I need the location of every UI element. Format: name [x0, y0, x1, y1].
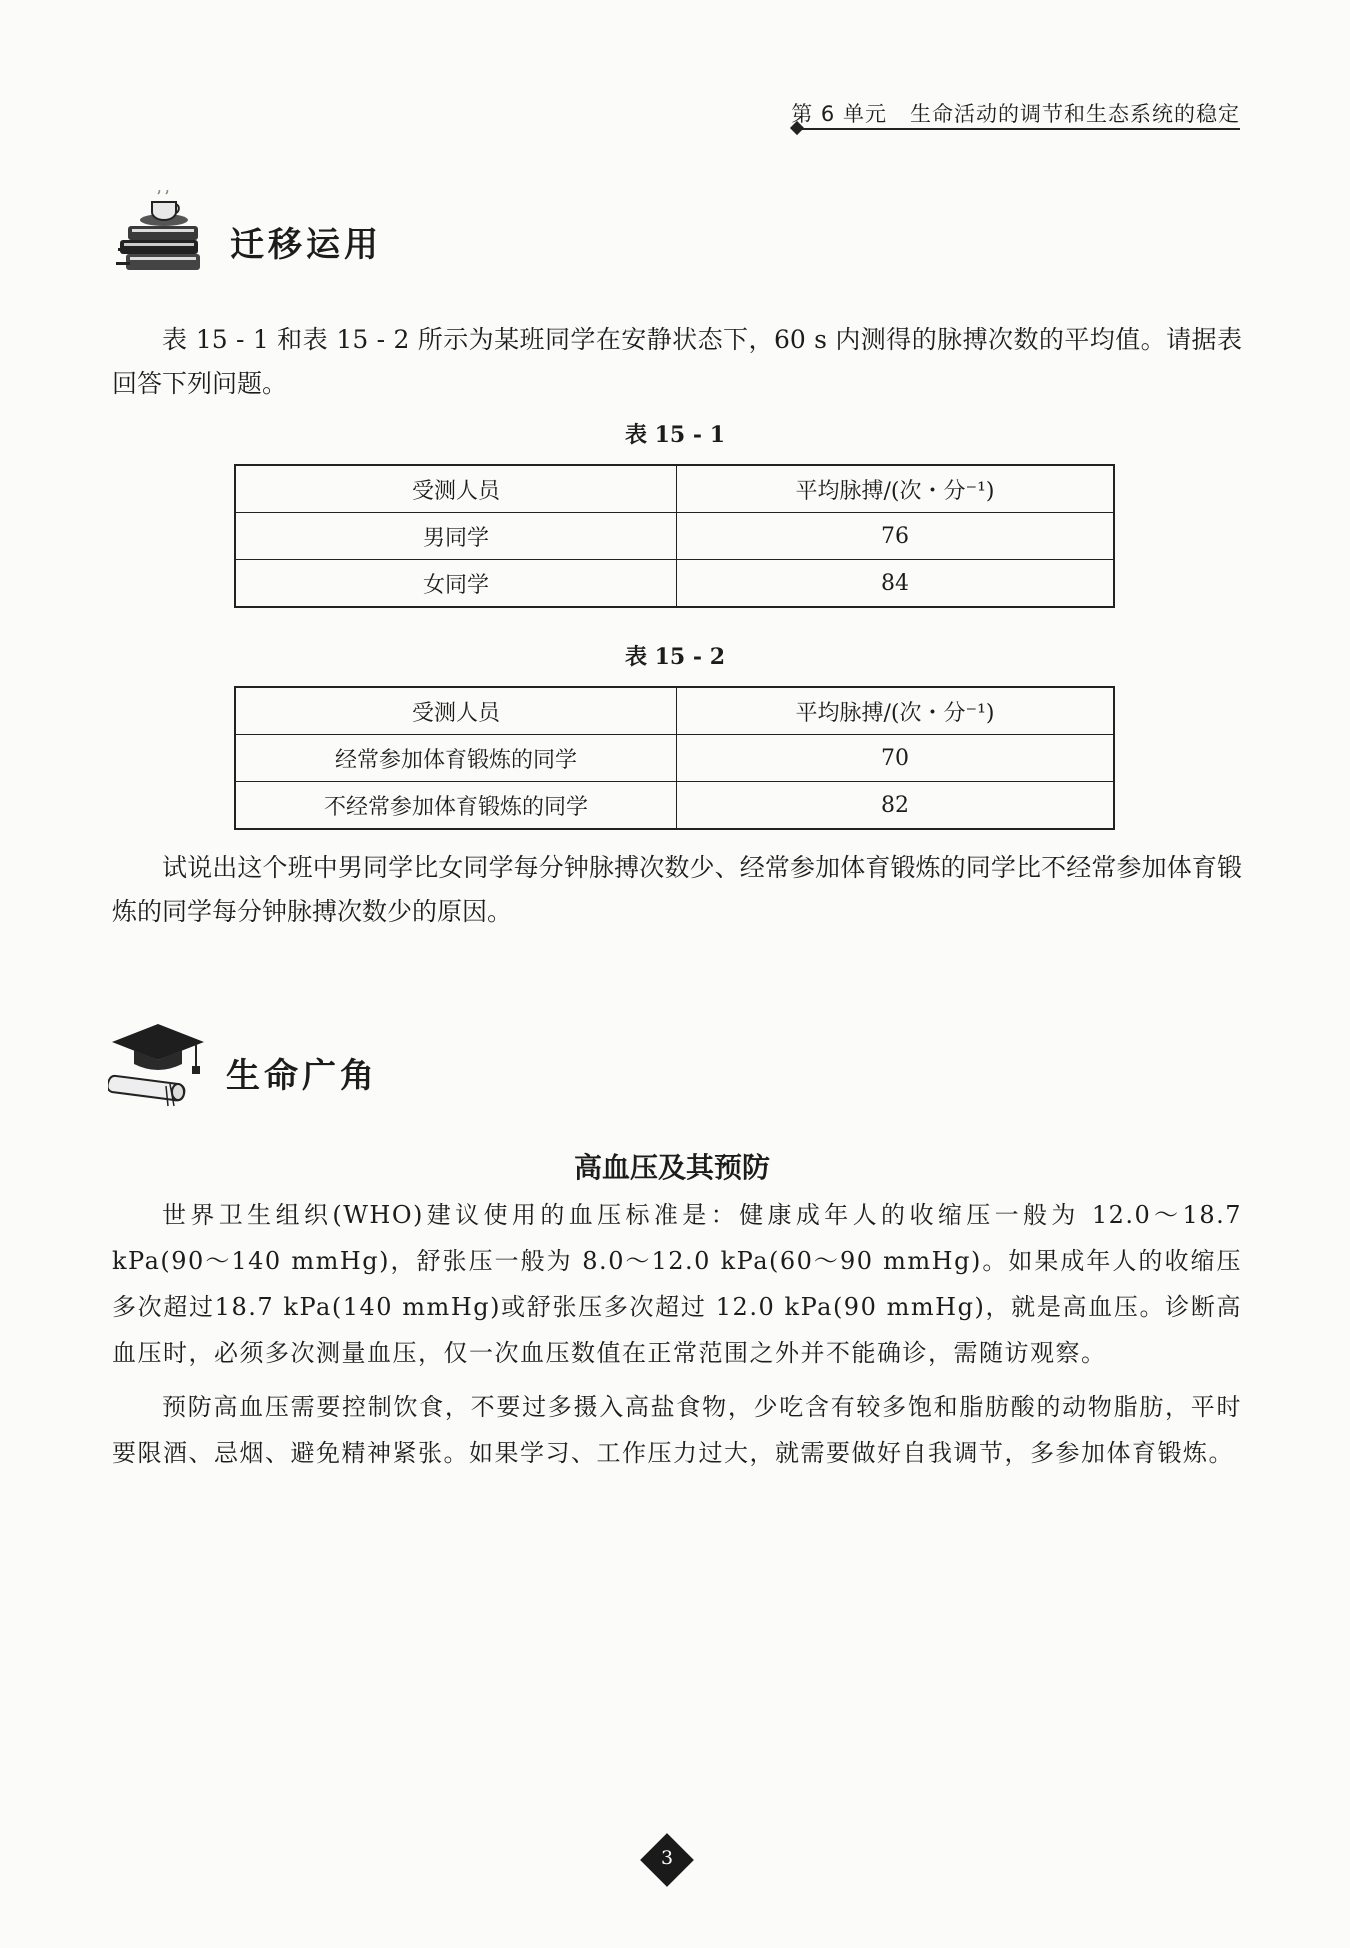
section-title-life: 生命广角: [226, 1056, 378, 1096]
table-cell: 70: [677, 735, 1115, 782]
article-paragraph-2: 预防高血压需要控制饮食，不要过多摄入高盐食物，少吃含有较多饱和脂肪酸的动物脂肪，平时要限酒、忌烟、避免精神紧张。如果学习、工作压力过大，就需要做好自我调节，多参加体育锻炼。: [112, 1393, 1242, 1467]
pulse-table-1: [234, 464, 1115, 608]
table-cell: 不经常参加体育锻炼的同学: [235, 782, 677, 830]
table2-caption: 表 15 - 2: [624, 644, 726, 670]
table-header-cell: 平均脉搏/(次・分⁻¹): [677, 465, 1115, 513]
table-header-row: [235, 687, 1114, 735]
graduation-cap-icon: [108, 1020, 208, 1110]
header-text: [791, 98, 1240, 128]
page-number-badge: [641, 1834, 693, 1886]
intro-paragraph: 表 15 - 1 和表 15 - 2 所示为某班同学在安静状态下，60 s 内测得的脉搏次数的平均值。请据表回答下列问题。: [112, 325, 1242, 398]
running-header: [792, 98, 1240, 132]
header-unit: 第 6 单元: [791, 102, 887, 126]
article-paragraph-1: 世界卫生组织(WHO)建议使用的血压标准是：健康成年人的收缩压一般为 12.0～18.7 kPa(90～140 mmHg)，舒张压一般为 8.0～12.0 kPa(60～90 mmHg)。如果成年人的收缩压多次超过18.7 kPa(140 mmHg)或舒张压多次超过 12.0 kPa(90 mmHg)，就是高血压。诊断高血压时，必须多次测量血压，仅一次血压数值在正常范围之外并不能确诊，需随访观察。: [112, 1201, 1242, 1367]
books-coffee-icon: [112, 190, 212, 280]
table-cell: 女同学: [235, 560, 677, 608]
table-row: [235, 782, 1114, 830]
header-title: 生命活动的调节和生态系统的稳定: [910, 102, 1240, 126]
table-cell: 经常参加体育锻炼的同学: [235, 735, 677, 782]
table-header-cell: 平均脉搏/(次・分⁻¹): [677, 687, 1115, 735]
table-cell: 84: [677, 560, 1115, 608]
table-row: [235, 513, 1114, 560]
table-cell: 男同学: [235, 513, 677, 560]
table1-caption: 表 15 - 1: [624, 422, 726, 448]
pulse-table-2: [234, 686, 1115, 830]
table-row: [235, 735, 1114, 782]
table-header-cell: 受测人员: [235, 465, 677, 513]
table-cell: 82: [677, 782, 1115, 830]
table-header-row: [235, 465, 1114, 513]
table-row: [235, 560, 1114, 608]
question-paragraph: 试说出这个班中男同学比女同学每分钟脉搏次数少、经常参加体育锻炼的同学比不经常参加体育锻炼的同学每分钟脉搏次数少的原因。: [112, 853, 1242, 926]
table-header-cell: 受测人员: [235, 687, 677, 735]
page-number: 3: [660, 1847, 674, 1869]
section-title-transfer: 迁移运用: [230, 225, 382, 265]
article-title: 高血压及其预防: [573, 1151, 770, 1184]
header-rule: [800, 128, 1240, 130]
table-cell: 76: [677, 513, 1115, 560]
